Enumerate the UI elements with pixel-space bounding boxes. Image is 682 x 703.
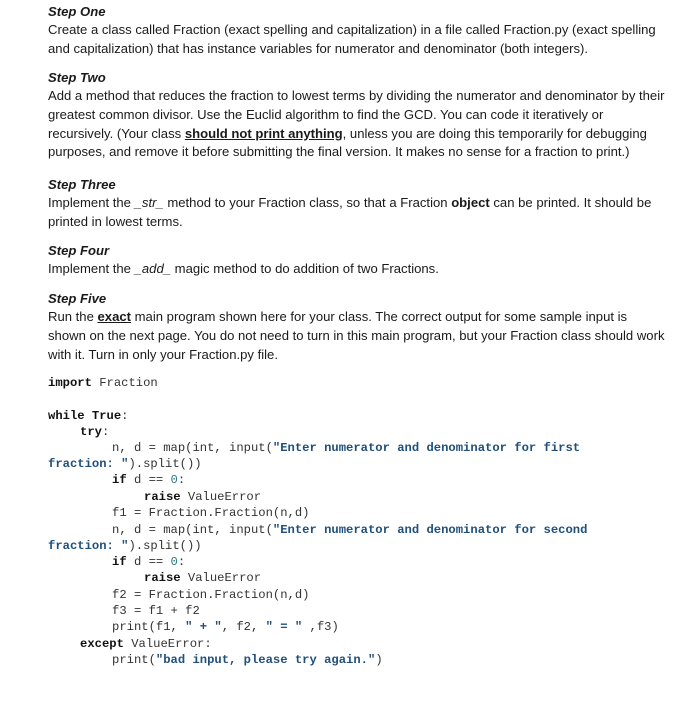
step-two-text bbox=[48, 87, 668, 162]
code-text: ValueError bbox=[180, 571, 262, 585]
keyword: raise bbox=[144, 571, 181, 585]
code-text: ).split()) bbox=[128, 539, 202, 553]
step-two bbox=[48, 69, 668, 162]
code-text: : bbox=[101, 425, 110, 439]
step-five-title: Step Five bbox=[48, 291, 107, 306]
code-text: print(f1, bbox=[112, 620, 186, 634]
code-text: print( bbox=[112, 653, 156, 667]
code-text: n, d = map(int, input( bbox=[112, 523, 273, 537]
code-line-if-second bbox=[112, 554, 185, 570]
step-one-title: Step One bbox=[48, 4, 106, 19]
string-literal: "Enter numerator and denominator for first bbox=[272, 441, 581, 455]
step-one bbox=[48, 3, 668, 59]
string-literal: " + " bbox=[185, 620, 222, 634]
code-text: ).split()) bbox=[128, 457, 202, 471]
keyword: True bbox=[91, 409, 122, 423]
code-line-f1 bbox=[112, 505, 309, 521]
keyword: while bbox=[48, 409, 85, 423]
code-line-print-error bbox=[112, 652, 383, 668]
code-text: : bbox=[177, 555, 186, 569]
string-literal: "Enter numerator and denominator for second bbox=[272, 523, 588, 537]
code-line-input-first bbox=[112, 440, 580, 456]
code-text: ValueError: bbox=[123, 637, 212, 651]
step-one-text: Create a class called Fraction (exact spelling and capitalization) in a file called Fraction.py (exact spelling and capitalization) that has instance variables for numerator and denominator (both integers). bbox=[48, 22, 656, 56]
code-text: ,f3) bbox=[302, 620, 339, 634]
code-text: ) bbox=[375, 653, 383, 667]
code-text: : bbox=[177, 473, 186, 487]
step-five-text-part: Run the bbox=[48, 309, 98, 324]
code-line-print bbox=[112, 619, 339, 635]
step-three-text-part: method to your Fraction class, so that a Fraction bbox=[163, 195, 452, 210]
keyword: raise bbox=[144, 490, 181, 504]
step-five-text bbox=[48, 308, 668, 364]
step-four-text-part: Implement the bbox=[48, 261, 135, 276]
code-text: Fraction bbox=[91, 376, 158, 390]
string-literal: fraction: " bbox=[48, 457, 129, 471]
code-line-input-second bbox=[112, 522, 587, 538]
keyword: try bbox=[80, 425, 102, 439]
step-two-text-part: , unless you are doing this temporarily for debugging purposes, and remove it before submitting the final version. It makes no sense for a fraction to print.) bbox=[48, 125, 647, 160]
code-line-raise-second bbox=[144, 570, 261, 586]
number-literal: 0 bbox=[170, 555, 178, 569]
step-three-emphasis: object bbox=[451, 195, 490, 210]
string-literal: "bad input, please try again." bbox=[155, 653, 376, 667]
code-text: f1 = Fraction.Fraction(n,d) bbox=[112, 506, 310, 520]
number-literal: 0 bbox=[170, 473, 178, 487]
code-text: d == bbox=[126, 473, 171, 487]
code-text: d == bbox=[126, 555, 171, 569]
step-four-text bbox=[48, 260, 668, 279]
step-four bbox=[48, 242, 668, 279]
code-line-f3 bbox=[112, 603, 200, 619]
string-literal: fraction: " bbox=[48, 539, 129, 553]
code-text: : bbox=[121, 409, 129, 423]
step-four-text-part: magic method to do addition of two Fractions. bbox=[171, 261, 439, 276]
step-three-title: Step Three bbox=[48, 177, 116, 192]
code-text: n, d = map(int, input( bbox=[112, 441, 273, 455]
step-five-emphasis: exact bbox=[97, 309, 131, 324]
step-four-title: Step Four bbox=[48, 243, 110, 258]
step-two-title: Step Two bbox=[48, 70, 106, 85]
code-text: f3 = f1 + f2 bbox=[112, 604, 200, 618]
step-three-text-part: can be printed. It should be printed in lowest terms. bbox=[48, 195, 652, 229]
keyword: import bbox=[48, 376, 92, 390]
code-line-raise-first bbox=[144, 489, 261, 505]
code-line-input-second-cont bbox=[48, 538, 202, 554]
code-line-f2 bbox=[112, 587, 309, 603]
code-text: f2 = Fraction.Fraction(n,d) bbox=[112, 588, 310, 602]
keyword: except bbox=[80, 637, 124, 651]
step-two-emphasis: should not print anything bbox=[184, 125, 343, 141]
keyword: if bbox=[112, 555, 127, 569]
code-text: , f2, bbox=[221, 620, 266, 634]
keyword: if bbox=[112, 473, 127, 487]
code-line-if-first bbox=[112, 472, 185, 488]
string-literal: " = " bbox=[265, 620, 303, 634]
code-line-try bbox=[80, 424, 109, 440]
step-three-text bbox=[48, 194, 668, 232]
step-two-text-part: Add a method that reduces the fraction to lowest terms by dividing the numerator and denominator by their greatest common divisor. Use the Euclid algorithm to find the GCD. You can code it iteratively or recursively. (Your class bbox=[48, 88, 665, 141]
code-line-import bbox=[48, 375, 158, 391]
code-line-except bbox=[80, 636, 212, 652]
code-line-input-first-cont bbox=[48, 456, 202, 472]
step-three-text-part: Implement the bbox=[48, 195, 135, 210]
step-three-method-name: _str_ bbox=[134, 195, 164, 210]
code-text: ValueError bbox=[180, 490, 262, 504]
step-four-method-name: _add_ bbox=[134, 261, 172, 276]
step-three bbox=[48, 176, 668, 232]
code-line-while bbox=[48, 408, 129, 424]
step-five bbox=[48, 290, 668, 364]
step-five-text-part: main program shown here for your class. The correct output for some sample input is shown on the next page. You do not need to turn in this main program, but your Fraction class should work with it. Turn in only your Fraction.py file. bbox=[48, 309, 665, 362]
